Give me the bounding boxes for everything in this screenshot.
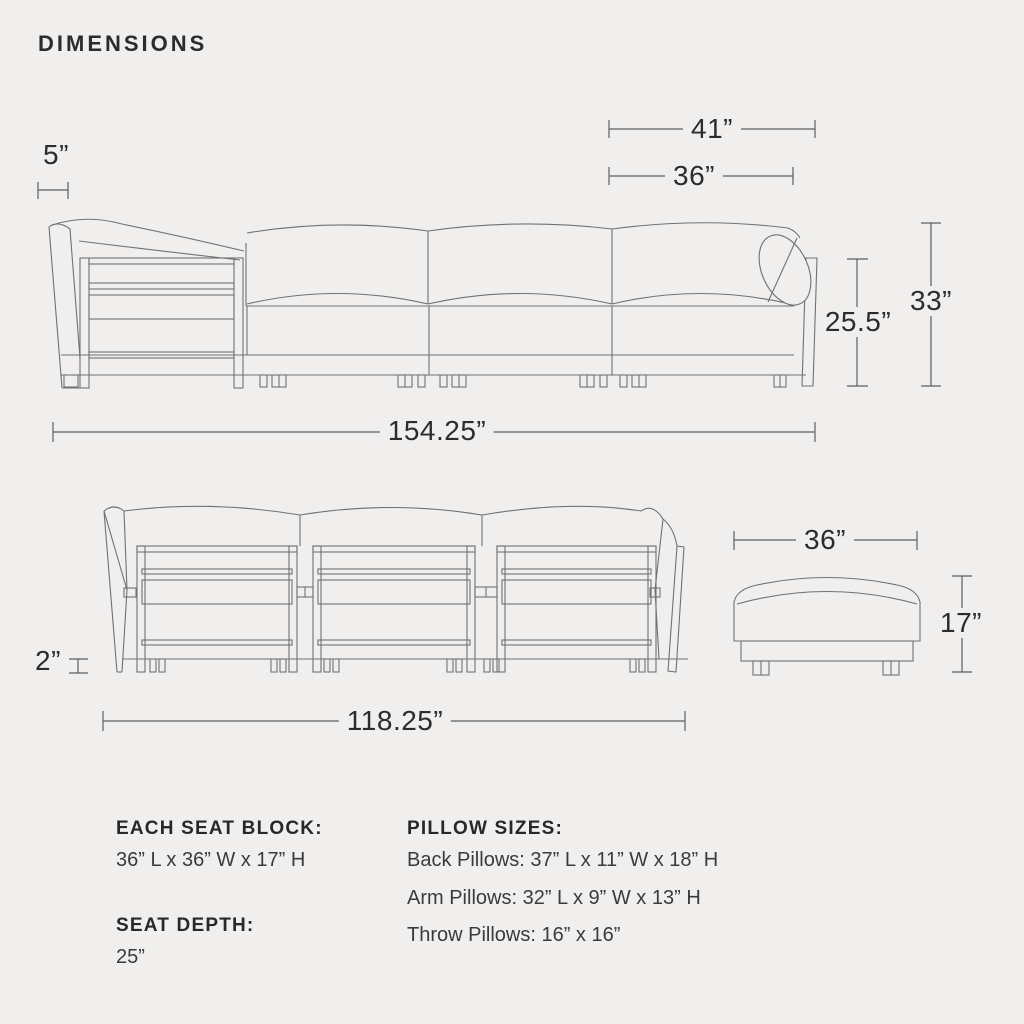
dim-label-front-overall-width: 154.25” [380, 416, 494, 446]
back-left-arm [104, 507, 136, 672]
bolster-pillow [749, 227, 821, 313]
pillow-arm-value: Arm Pillows: 32” L x 9” W x 13” H [407, 887, 701, 909]
front-seat-and-base [60, 294, 806, 376]
dim-line-back-offset [38, 182, 68, 199]
front-corner-frame [80, 243, 246, 388]
back-frame-connectors [297, 587, 660, 597]
back-frame-3 [497, 546, 656, 672]
page-title: DIMENSIONS [38, 31, 208, 56]
dim-label-back-overall-width: 118.25” [339, 706, 451, 736]
dim-label-ottoman-width: 36” [796, 525, 854, 555]
sofa-back-view [104, 506, 688, 672]
seat-block-value: 36” L x 36” W x 17” H [116, 849, 306, 871]
dim-label-leg-height: 2” [32, 646, 64, 676]
ottoman-legs [753, 661, 899, 675]
seat-depth-heading: SEAT DEPTH: [116, 915, 255, 936]
pillow-sizes-heading: PILLOW SIZES: [407, 818, 563, 839]
back-frame-1 [137, 546, 297, 672]
front-back-cushions [247, 223, 788, 304]
dim-label-back-offset: 5” [40, 140, 72, 170]
back-legs [150, 659, 645, 672]
back-cushion-top [124, 506, 641, 546]
dim-label-seat-width: 36” [665, 161, 723, 191]
back-frame-2 [313, 546, 475, 672]
dim-label-module-width: 41” [683, 114, 741, 144]
pillow-throw-value: Throw Pillows: 16” x 16” [407, 924, 621, 946]
front-left-arm [49, 219, 244, 388]
pillow-back-value: Back Pillows: 37” L x 11” W x 18” H [407, 849, 719, 871]
sofa-front-view [49, 219, 821, 388]
dim-line-leg-height [69, 659, 88, 673]
seat-depth-value: 25” [116, 946, 145, 968]
seat-block-heading: EACH SEAT BLOCK: [116, 818, 323, 839]
front-legs [64, 375, 786, 387]
ottoman-view [734, 578, 920, 676]
dim-label-seat-back-height: 25.5” [822, 307, 894, 337]
dim-label-overall-height: 33” [907, 286, 955, 316]
dim-label-ottoman-height: 17” [937, 608, 985, 638]
